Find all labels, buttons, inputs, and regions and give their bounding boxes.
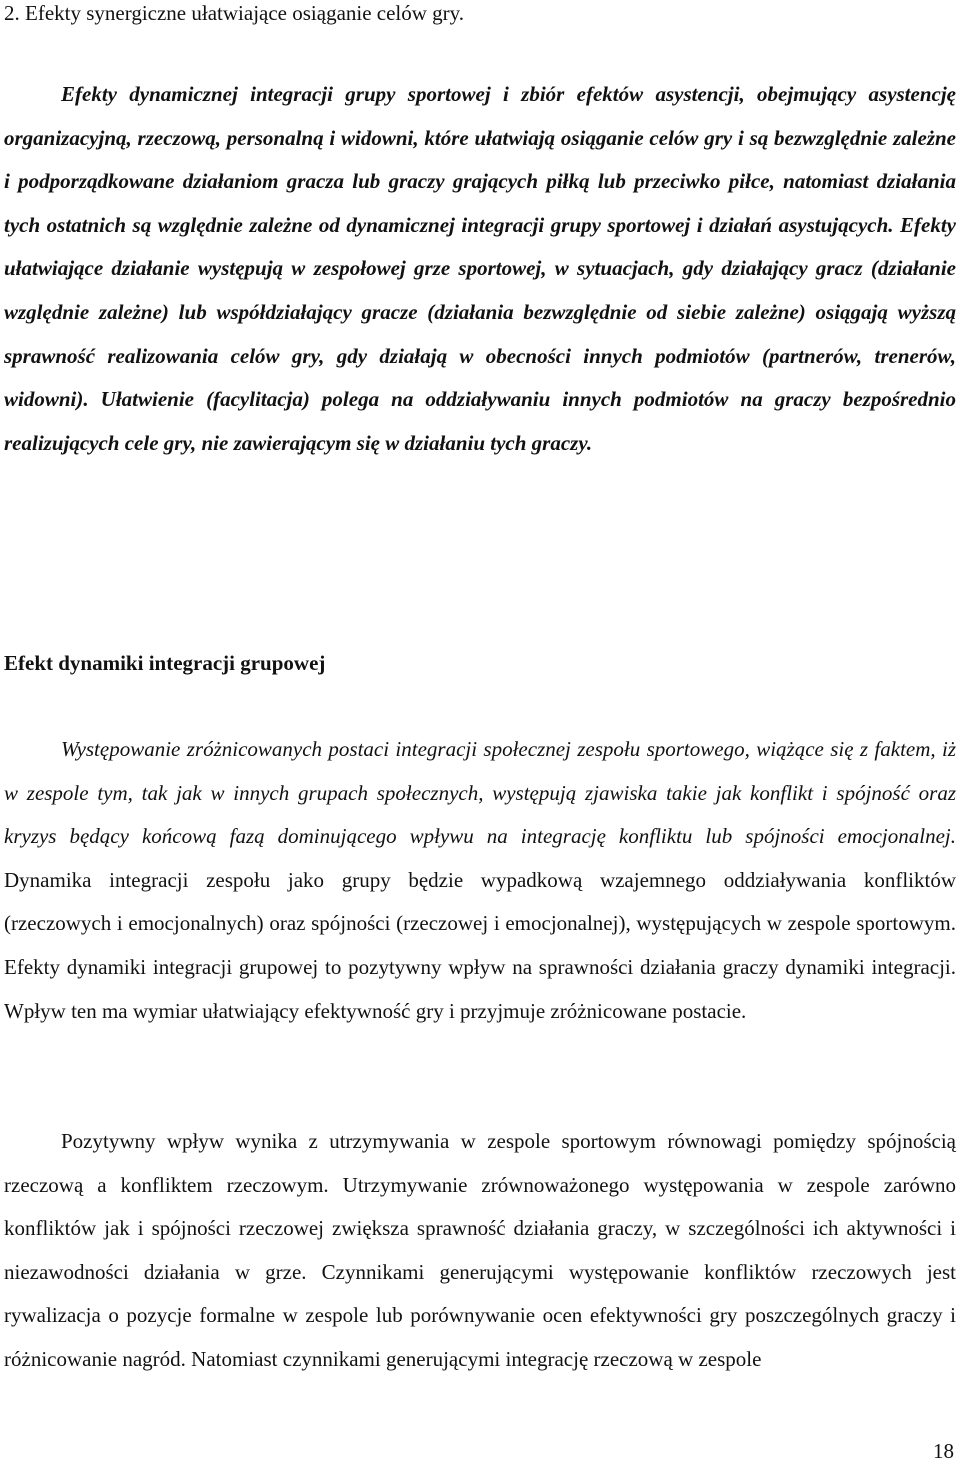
paragraph-group-dynamics: [4, 728, 956, 1033]
subheading-group-integration: Efekt dynamiki integracji grupowej: [4, 651, 326, 675]
section-heading: 2. Efekty synergiczne ułatwiające osiąganie celów gry.: [4, 1, 465, 25]
paragraph-group-dynamics-definition: Występowanie zróżnicowanych postaci integracji społecznej zespołu sportowego, wiążące się z faktem, iż w zespole tym, tak jak w innych grupach społecznych, występują zjawiska takie jak konflikt i spójność oraz kryzys będący końcową fazą dominującego wpływu na integrację konfliktu lub spójności emocjonalnej.: [4, 737, 956, 849]
paragraph-group-dynamics-body: Dynamika integracji zespołu jako grupy będzie wypadkową wzajemnego oddziaływania konfliktów (rzeczowych i emocjonalnych) oraz spójności (rzeczowej i emocjonalnej), występujących w zespole sportowym. Efekty dynamiki integracji grupowej to pozytywny wpływ na sprawności działania graczy dynamiki integracji. Wpływ ten ma wymiar ułatwiający efektywność gry i przyjmuje zróżnicowane postacie.: [4, 867, 956, 1023]
paragraph-positive-influence: Pozytywny wpływ wynika z utrzymywania w zespole sportowym równowagi pomiędzy spójnością rzeczową a konfliktem rzeczowym. Utrzymywanie zrównoważonego występowania w zespole zarówno konfliktów jak i spójności rzeczowej zwiększa sprawność działania graczy, w szczególności ich aktywności i niezawodności działania w grze. Czynnikami generującymi występowanie konfliktów rzeczowych jest rywalizacja o pozycje formalne w zespole lub porównywanie ocen efektywności gry poszczególnych graczy i różnicowanie nagród. Natomiast czynnikami generującymi integrację rzeczową w zespole: [4, 1129, 956, 1371]
paragraph-synergy-effects: Efekty dynamicznej integracji grupy sportowej i zbiór efektów asystencji, obejmujący asystencję organizacyjną, rzeczową, personalną i widowni, które ułatwiają osiąganie celów gry i są bezwzględnie zależne i podporządkowane działaniom gracza lub graczy grających piłką lub przeciwko piłce, natomiast działania tych ostatnich są względnie zależne od dynamicznej integracji grupy sportowej i działań asystujących. Efekty ułatwiające działanie występują w zespołowej grze sportowej, w sytuacjach, gdy działający gracz (działanie względnie zależne) lub współdziałający gracze (działania bezwzględnie od siebie zależne) osiągają wyższą sprawność realizowania celów gry, gdy działają w obecności innych podmiotów (partnerów, trenerów, widowni). Ułatwienie (facylitacja) polega na oddziaływaniu innych podmiotów na graczy bezpośrednio realizujących cele gry, nie zawierającym się w działaniu tych graczy.: [4, 82, 956, 455]
page-number: 18: [933, 1439, 954, 1463]
